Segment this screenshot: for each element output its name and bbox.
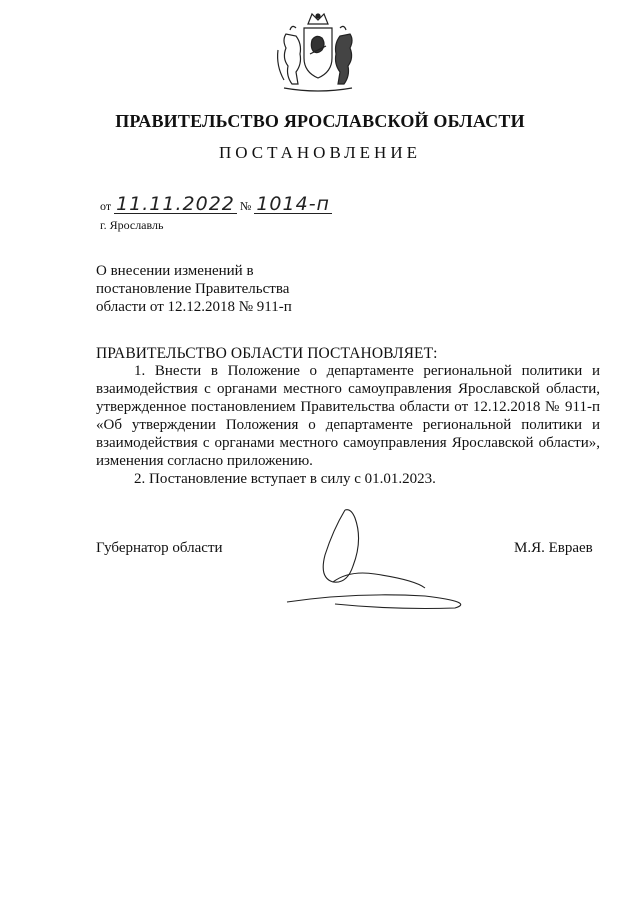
- signature-icon: [275, 500, 475, 620]
- subject-line: постановление Правительства: [96, 281, 290, 297]
- document-type: ПОСТАНОВЛЕНИЕ: [218, 143, 421, 162]
- coat-of-arms-icon: [272, 10, 364, 94]
- document-subject: [96, 262, 356, 316]
- subject-line: О внесении изменений в: [96, 263, 254, 279]
- decree-item-2: 2. Постановление вступает в силу с 01.01.2023.: [134, 471, 436, 487]
- from-label: от: [100, 199, 112, 213]
- subject-line: области от 12.12.2018 № 911-п: [96, 299, 292, 315]
- decree-heading: ПРАВИТЕЛЬСТВО ОБЛАСТИ ПОСТАНОВЛЯЕТ:: [96, 345, 438, 362]
- city: г. Ярославль: [100, 218, 164, 232]
- number-label: №: [239, 199, 252, 213]
- government-title: ПРАВИТЕЛЬСТВО ЯРОСЛАВСКОЙ ОБЛАСТИ: [115, 111, 525, 131]
- decree-item-1: 1. Внести в Положение о департаменте региональной политики и взаимодействия с органами местного самоуправления Ярославской области, утвержденное постановлением Правительства области от 12.12.2018 № 911-п «Об утверждении Положения о департаменте региональной политики и взаимодействия с органами местного самоуправления Ярославской области», изменения согласно приложению.: [96, 363, 600, 469]
- signatory-position: Губернатор области: [96, 540, 223, 556]
- signatory-name: М.Я. Евраев: [514, 540, 593, 556]
- document-number: 1014-п: [256, 193, 330, 215]
- document-date: 11.11.2022: [116, 193, 235, 215]
- date-number-line: [100, 195, 332, 214]
- decree-body: [96, 362, 600, 488]
